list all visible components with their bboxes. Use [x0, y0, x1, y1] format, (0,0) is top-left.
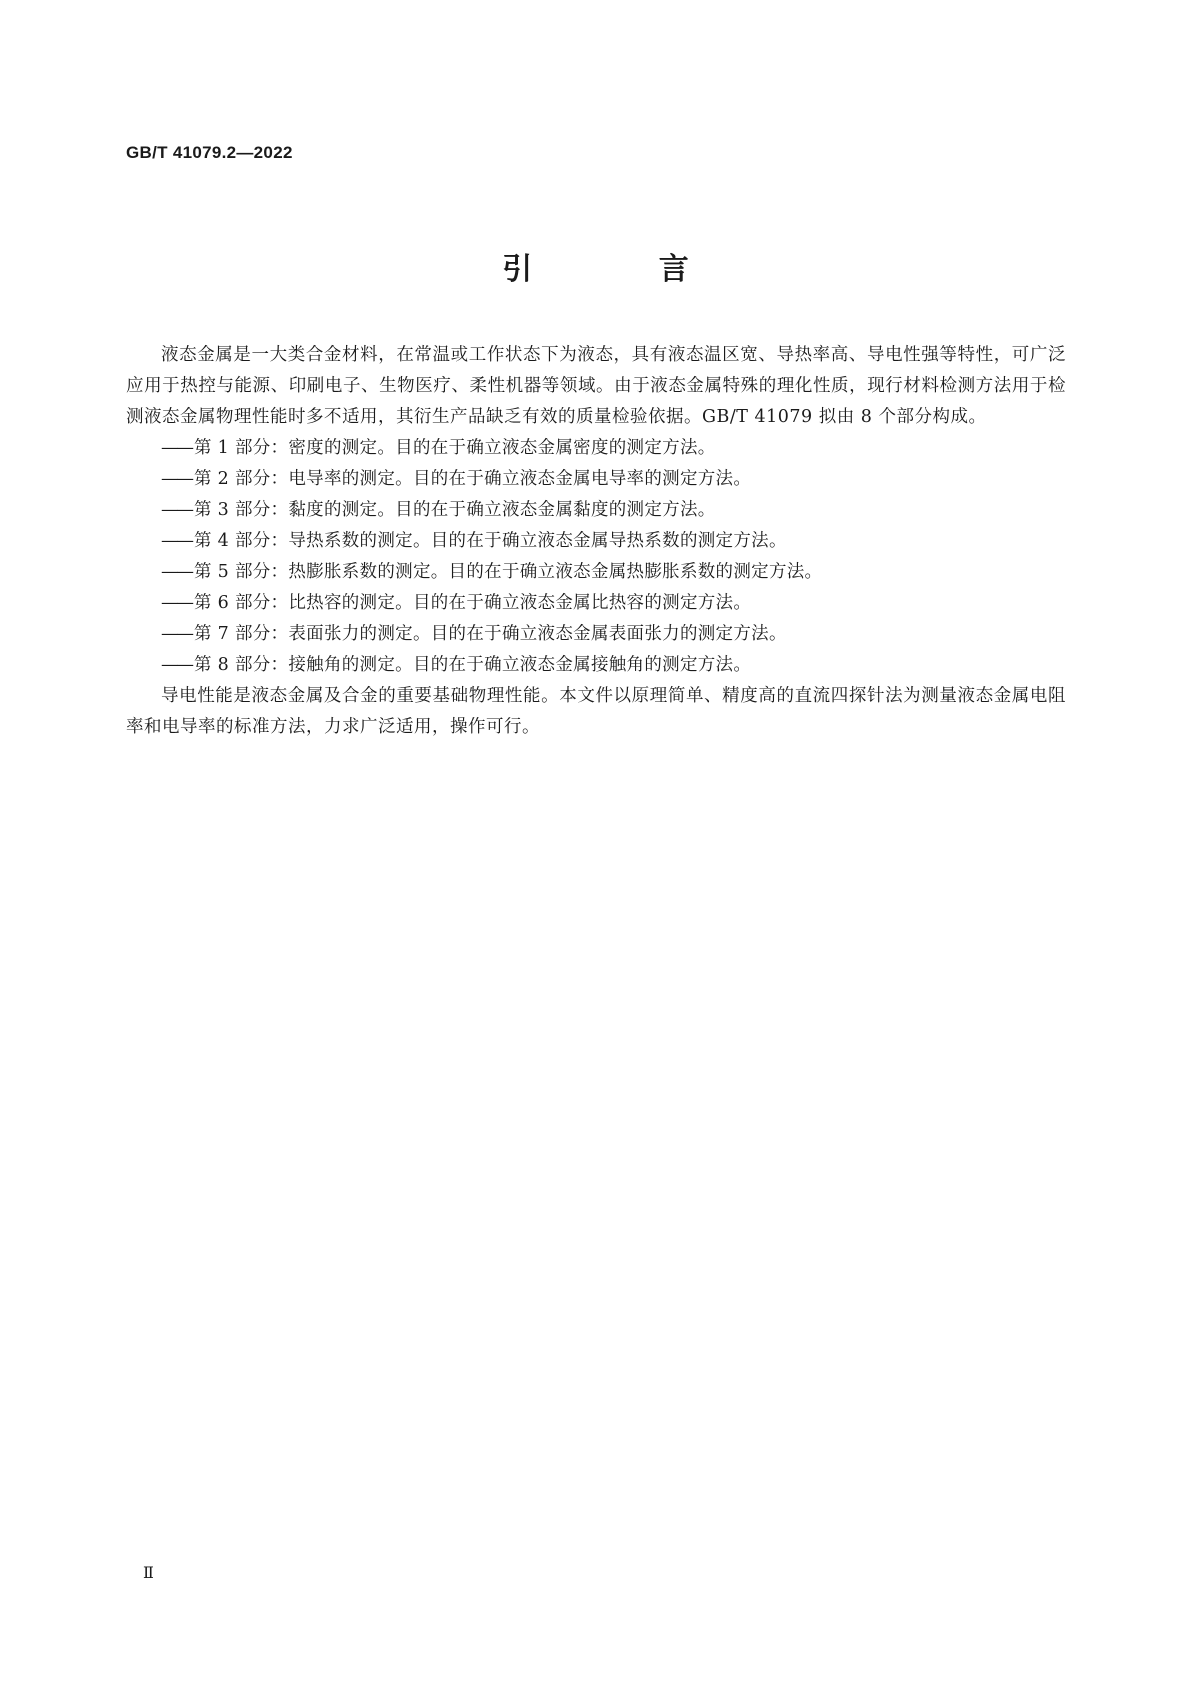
part-text: 第 2 部分：电导率的测定。目的在于确立液态金属电导率的测定方法。: [194, 469, 752, 489]
standard-code: GB/T 41079.2—2022: [126, 143, 293, 162]
part-item-4: [126, 526, 1066, 557]
part-dash: ——: [161, 500, 192, 520]
part-text: 第 4 部分：导热系数的测定。目的在于确立液态金属导热系数的测定方法。: [194, 531, 787, 551]
part-item-2: [126, 464, 1066, 495]
part-dash: ——: [161, 624, 192, 644]
part-item-3: [126, 495, 1066, 526]
intro-paragraph: 液态金属是一大类合金材料，在常温或工作状态下为液态，具有液态温区宽、导热率高、导电性强等特性，可广泛应用于热控与能源、印刷电子、生物医疗、柔性机器等领域。由于液态金属特殊的理化性质，现行材料检测方法用于检测液态金属物理性能时多不适用，其衍生产品缺乏有效的质量检验依据。GB/T 41079 拟由 8 个部分构成。: [126, 345, 1066, 427]
part-text: 第 6 部分：比热容的测定。目的在于确立液态金属比热容的测定方法。: [194, 593, 752, 613]
part-dash: ——: [161, 593, 192, 613]
part-item-5: [126, 557, 1066, 588]
part-dash: ——: [161, 655, 192, 675]
part-text: 第 7 部分：表面张力的测定。目的在于确立液态金属表面张力的测定方法。: [194, 624, 787, 644]
part-dash: ——: [161, 531, 192, 551]
part-dash: ——: [161, 562, 192, 582]
part-dash: ——: [161, 469, 192, 489]
part-item-8: [126, 650, 1066, 681]
part-item-1: [126, 433, 1066, 464]
parts-list: [126, 433, 1066, 681]
part-item-7: [126, 619, 1066, 650]
page-title: 引 言: [502, 252, 747, 287]
document-body: [126, 340, 1066, 743]
part-text: 第 1 部分：密度的测定。目的在于确立液态金属密度的测定方法。: [194, 438, 716, 458]
page-number: Ⅱ: [143, 1563, 154, 1582]
part-text: 第 5 部分：热膨胀系数的测定。目的在于确立液态金属热膨胀系数的测定方法。: [194, 562, 823, 582]
part-text: 第 8 部分：接触角的测定。目的在于确立液态金属接触角的测定方法。: [194, 655, 752, 675]
part-item-6: [126, 588, 1066, 619]
part-text: 第 3 部分：黏度的测定。目的在于确立液态金属黏度的测定方法。: [194, 500, 716, 520]
closing-paragraph: 导电性能是液态金属及合金的重要基础物理性能。本文件以原理简单、精度高的直流四探针法为测量液态金属电阻率和电导率的标准方法，力求广泛适用，操作可行。: [126, 686, 1066, 737]
part-dash: ——: [161, 438, 192, 458]
